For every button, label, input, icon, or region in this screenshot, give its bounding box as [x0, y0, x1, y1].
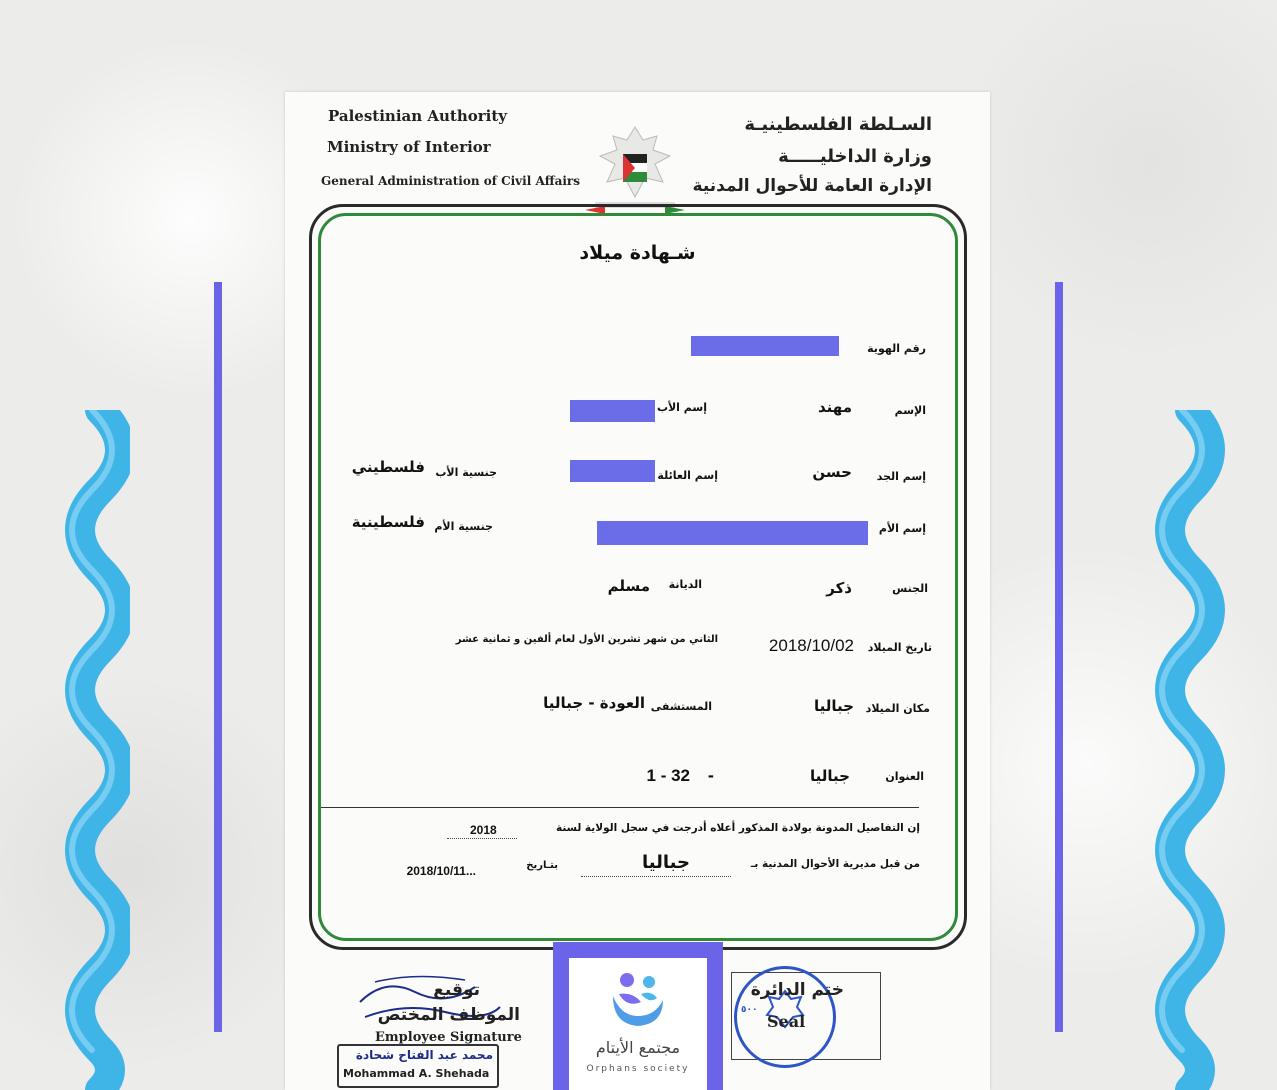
signature-stamp — [337, 1044, 499, 1088]
signature-label-ar: توقيع — [433, 980, 480, 1000]
birth-certificate-document — [285, 92, 990, 1090]
footer-divider — [321, 807, 919, 808]
name-label: الإسم — [894, 404, 926, 417]
issued-by-text: من قبل مديرية الأحوال المدنية بـ — [750, 858, 920, 870]
hospital-label: المستشفى — [650, 700, 712, 713]
birth-place-label: مكان الميلاد — [865, 702, 930, 715]
issued-place-line — [581, 876, 731, 877]
mother-nationality-value: فلسطينية — [351, 513, 425, 531]
seal-label-ar: ختم الدائرة — [750, 980, 844, 1000]
palestinian-emblem-icon — [585, 122, 685, 217]
mother-nationality-label: جنسية الأم — [434, 520, 493, 533]
orphans-society-name-ar: مجتمع الأيتام — [595, 1038, 681, 1057]
orphans-society-name-en: Orphans society — [586, 1064, 690, 1074]
address-label: العنوان — [885, 770, 924, 783]
orphans-society-logo — [569, 958, 707, 1090]
grandfather-name-value: حسن — [812, 463, 852, 481]
religion-value: مسلم — [607, 577, 650, 595]
birth-place-value: جباليا — [814, 697, 854, 715]
birth-date-label: تاريخ الميلاد — [867, 641, 932, 654]
registry-statement: إن التفاصيل المدونة بولادة المذكور أعلاه أدرجت في سجل الولاية لسنة — [556, 822, 920, 834]
father-name-redaction — [570, 400, 655, 422]
father-nationality-label: جنسية الأب — [435, 466, 497, 479]
father-nationality-value: فلسطيني — [351, 458, 425, 476]
certificate-title: شـهادة ميلاد — [579, 242, 696, 264]
name-value: مهند — [818, 398, 852, 416]
issue-date-label: بتـاريخ — [526, 860, 558, 871]
issued-place-value: جباليا — [642, 852, 690, 873]
header-ar-ministry: وزارة الداخليـــــة — [778, 146, 932, 167]
gender-value: ذكر — [826, 579, 852, 597]
birth-date-value: 2018/10/02 — [768, 636, 854, 655]
religion-label: الديانة — [668, 578, 702, 591]
address-number-value: 1 - 32 — [646, 766, 690, 785]
signature-officer-label-ar: الموظف المختص — [377, 1005, 520, 1025]
grandfather-name-label: إسم الجد — [876, 470, 926, 483]
left-wave-decoration — [30, 410, 130, 1090]
header-ar-authority: السـلطة الفلسطينيـة — [744, 114, 932, 135]
gender-label: الجنس — [892, 582, 928, 595]
left-accent-bar — [214, 282, 222, 1032]
header-ar-administration: الإدارة العامة للأحوال المدنية — [692, 176, 932, 196]
seal-number: ٥٠٠ — [741, 1005, 758, 1015]
birth-date-in-words: الثاني من شهر تشرين الأول لعام ألفين و ثمانية عشر — [455, 634, 718, 645]
registry-year: 2018 — [470, 823, 497, 837]
family-name-label: إسم العائلة — [657, 469, 718, 482]
seal-label-en: Seal — [767, 1012, 806, 1031]
registry-year-line — [447, 838, 517, 839]
signature-stamp-name-ar: محمد عبد الفتاح شحادة — [355, 1048, 493, 1062]
header-en-administration: General Administration of Civil Affairs — [321, 174, 581, 188]
mother-name-label: إسم الأم — [878, 522, 926, 535]
hospital-value: العودة - جباليا — [543, 694, 645, 712]
issue-date-value: ...2018/10/11 — [406, 864, 476, 878]
family-name-redaction — [570, 460, 655, 482]
mother-name-redaction — [597, 521, 868, 545]
signature-stamp-name-en: Mohammad A. Shehada — [343, 1067, 490, 1080]
header-en-authority: Palestinian Authority — [328, 107, 507, 125]
orphans-society-logo-icon — [605, 970, 671, 1032]
father-name-label: إسم الأب — [656, 401, 707, 414]
id-number-label: رقم الهوية — [867, 342, 926, 355]
address-city-value: جباليا — [810, 767, 850, 785]
right-accent-bar — [1055, 282, 1063, 1032]
orphans-society-logo-frame — [553, 942, 723, 1090]
header-en-ministry: Ministry of Interior — [327, 138, 491, 156]
address-dash: - — [707, 767, 714, 785]
id-number-redaction — [691, 336, 839, 356]
signature-label-en: Employee Signature — [375, 1030, 522, 1045]
right-wave-decoration — [1150, 410, 1250, 1090]
